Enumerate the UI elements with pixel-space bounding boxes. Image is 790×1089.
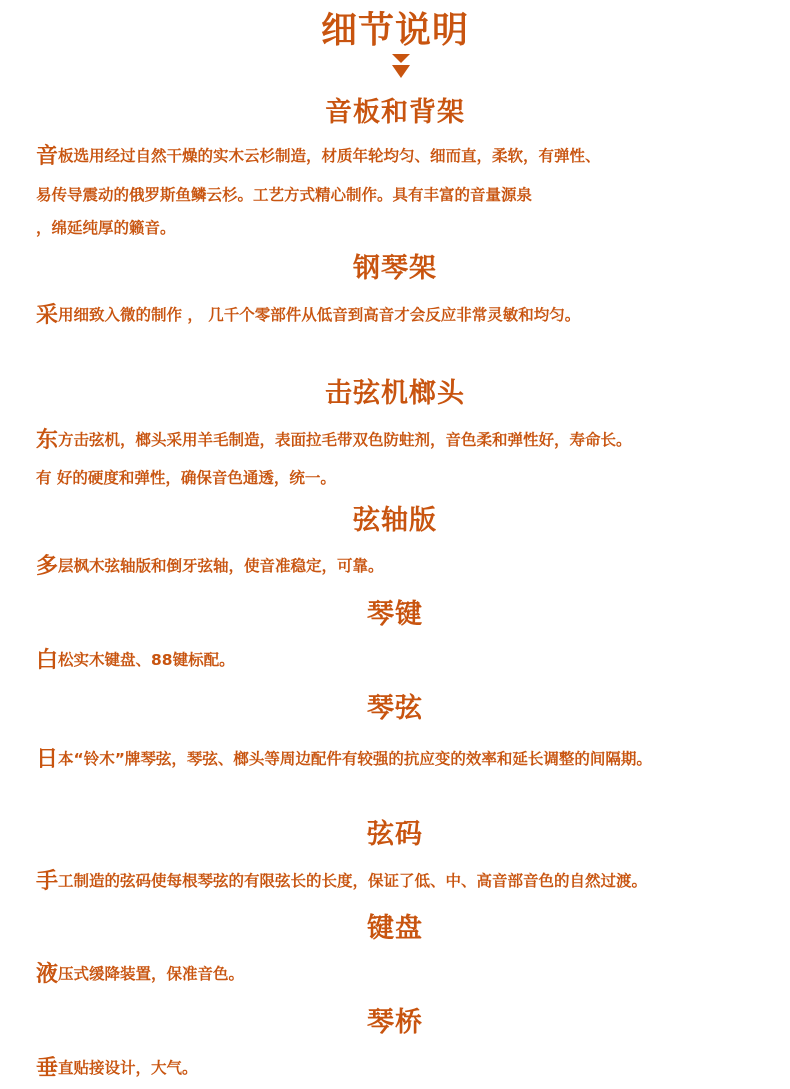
- section-line: [36, 218, 770, 238]
- section-heading-piano-bridge: 琴桥: [367, 1007, 423, 1038]
- line-text: 层枫木弦轴版和倒牙弦轴，使音准稳定，可靠。: [58, 557, 384, 575]
- section-line: [36, 305, 770, 326]
- line-text: 本“铃木”牌琴弦，琴弦、榔头等周边配件有较强的抗应变的效率和延长调整的间隔期。: [58, 750, 652, 768]
- line-text: 用细致入微的制作 ， 几千个零部件从低音到高音才会反应非常灵敏和均匀。: [58, 306, 581, 324]
- section-heading-bridge: 弦码: [367, 819, 423, 850]
- section-heading-soundboard: 音板和背架: [325, 97, 465, 128]
- line-text: 方击弦机，榔头采用羊毛制造，表面拉毛带双色防蛀剂，音色柔和弹性好，寿命长。: [58, 431, 632, 449]
- line-text: 压式缓降装置，保准音色。: [58, 965, 245, 983]
- section-heading-action-hammer: 击弦机榔头: [325, 378, 465, 409]
- section-line: [36, 749, 770, 770]
- section-heading-pinblock: 弦轴版: [353, 505, 437, 536]
- lead-char: 东: [36, 428, 59, 453]
- section-heading-piano-frame: 钢琴架: [353, 253, 437, 284]
- line-text: 有 好的硬度和弹性，确保音色通透，统一。: [36, 469, 336, 487]
- lead-char: 垂: [36, 1056, 59, 1081]
- section-heading-keys: 琴键: [367, 599, 423, 630]
- line-text: 板选用经过自然干燥的实木云杉制造，材质年轮均匀、细而直，柔软，有弹性、: [58, 147, 601, 165]
- line-text: 直贴接设计，大气。: [58, 1059, 198, 1077]
- lead-char: 手: [36, 869, 59, 894]
- lead-char: 多: [36, 554, 59, 579]
- section-heading-strings: 琴弦: [367, 693, 423, 724]
- section-line: [36, 468, 770, 488]
- section-heading-keyboard: 键盘: [367, 913, 423, 944]
- lead-char: 日: [36, 747, 59, 772]
- line-text: ，绵延纯厚的籁音。: [36, 219, 176, 237]
- lead-char: 采: [36, 303, 59, 328]
- section-line: [36, 650, 770, 671]
- line-text: 易传导震动的俄罗斯鱼鳞云杉。工艺方式精心制作。具有丰富的音量源泉: [36, 186, 533, 204]
- section-line: [36, 1058, 770, 1079]
- page-title: 细节说明: [320, 10, 469, 51]
- lead-char: 音: [36, 144, 59, 169]
- section-line: [36, 556, 770, 577]
- lead-char: 液: [36, 962, 59, 987]
- section-line: [36, 146, 770, 167]
- line-text: 松实木键盘、88键标配。: [58, 651, 235, 669]
- section-line: [36, 871, 770, 892]
- section-line: [36, 430, 770, 451]
- lead-char: 白: [36, 648, 59, 673]
- down-arrow-icon: [392, 54, 410, 80]
- line-text: 工制造的弦码使每根琴弦的有限弦长的长度，保证了低、中、高音部音色的自然过渡。: [58, 872, 648, 890]
- section-line: [36, 964, 770, 985]
- section-line: [36, 185, 770, 205]
